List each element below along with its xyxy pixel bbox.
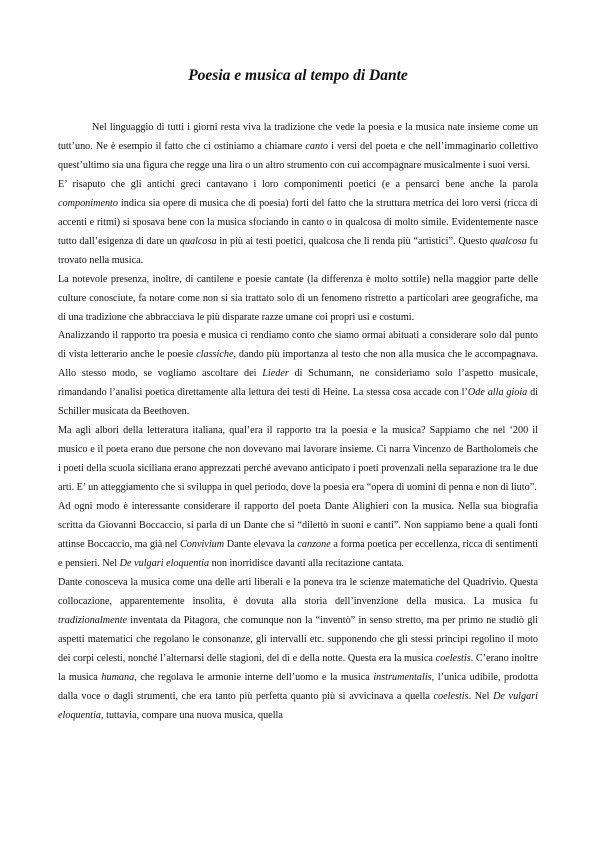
italic-text: instrumentalis <box>373 671 432 683</box>
text-run: indica sia opere di musica che di poesia) forti del fatto che la struttura metrica dei loro versi (ricca di accenti e ritmi) si sposava bene con la musica sfociando in canto o in qualcosa di molto simile. Evidentemente nasce tutto dall’esigenza di dare un <box>58 197 538 247</box>
italic-text: qualcosa <box>489 235 527 247</box>
paragraph <box>58 498 538 574</box>
text-run: Ad ogni modo è interessante considerare il rapporto del poeta Dante Alighieri con la musica. Nella sua biografia scritta da Giovanni Boccaccio, si parla di un Dante che si “dilettò in suoni e canti”. Non sappiamo bene a quali fonti attinse Boccaccio, ma già nel <box>58 501 538 550</box>
text-run: inventata da Pitagora, che comunque non la “inventò” in senso stretto, ma per primo ne studiò gli aspetti matematici che regolano le consonanze, gli intervalli etc. supponendo che gli stessi principi regolino il moto dei corpi celesti, nonché l’alternarsi delle stagioni, del dì e della notte. Questa era la musica <box>58 614 538 664</box>
italic-text: De vulgari eloquentia <box>58 690 538 721</box>
text-run: Analizzando il rapporto tra poesia e musica ci rendiamo conto che siamo ormai abituati a considerare solo dal punto di vista letterario anche le poesie <box>58 330 538 361</box>
paragraph <box>58 327 538 422</box>
text-run: di Schumann, ne consideriamo solo l’aspetto musicale, rimandando l’analisi poetica direttamente alla lettura dei testi di Heine. La stessa cosa accade con l’ <box>58 368 538 399</box>
italic-text: Lieder <box>262 368 289 380</box>
text-run: a forma poetica per eccellenza, ricca di sentimenti e pensieri. Nel <box>58 538 538 569</box>
italic-text: coelestis <box>435 652 471 664</box>
text-run: E’ risaputo che gli antichi greci cantavano i loro componimenti poetici (e a pensarci bene anche la parola <box>58 178 538 190</box>
paragraph <box>58 176 538 271</box>
italic-text: classiche <box>196 349 234 361</box>
italic-text: De vulgari eloquentia <box>119 557 210 569</box>
italic-text: tradizionalmente <box>58 614 128 626</box>
text-run: fu trovato nella musica. <box>58 235 538 266</box>
text-run: di Schiller musicata da Beethoven. <box>58 387 538 418</box>
italic-text: Convivium <box>179 538 225 550</box>
paragraph <box>58 422 538 498</box>
text-run: i versi del poeta e che nell’immaginario collettivo quest’ultimo sia una figura che regge una lira o un altro strumento con cui accompagnare musicalmente i suoi versi. <box>58 140 538 171</box>
text-run: , tuttavia, compare una nuova musica, quella <box>101 709 283 721</box>
document-body <box>58 119 538 726</box>
italic-text: coelestis <box>433 690 469 702</box>
text-run: non inorridisce davanti alla recitazione cantata. <box>209 557 404 569</box>
italic-text: canzone <box>297 538 331 550</box>
italic-text: Ode alla gioia <box>467 387 528 399</box>
italic-text: canto <box>305 140 328 152</box>
paragraph <box>58 574 538 726</box>
text-run: , dando più importanza al testo che non alla musica che le accompagnava. Allo stesso modo, se vogliamo ascoltare dei <box>58 349 538 380</box>
text-run: Dante conosceva la musica come una delle arti liberali e la poneva tra le scienze matematiche del Quadrivio. Questa collocazione, apparentemente insolita, è dovuta alla storia dell’invenzione della musica. La musica fu <box>58 576 538 607</box>
italic-text: qualcosa <box>179 235 217 247</box>
text-run: . Nel <box>468 690 494 702</box>
text-run: Nel linguaggio di tutti i giorni resta viva la tradizione che vede la poesia e la musica nate insieme come un tutt’uno. Ne è esempio il fatto che ci ostiniamo a chiamare <box>58 122 538 152</box>
text-run: , l’unica udibile, prodotta dalla voce o dagli strumenti, che era tanto più perfetta quanto più si avvicinava a quella <box>58 671 539 702</box>
paragraph <box>58 271 538 328</box>
text-run: . C’erano inoltre la musica <box>58 652 538 683</box>
text-run: in più ai testi poetici, qualcosa che li renda più “artistici”. Questo <box>216 235 490 247</box>
text-run: , che regolava le armonie interne dell’uomo e la musica <box>134 671 374 683</box>
text-run: Ma agli albori della letteratura italiana, qual’era il rapporto tra la poesia e la musica? Sappiamo che nel ‘200 il musico e il poeta erano due persone che non dovevano mai lavorare insieme. Ci narra Vincenzo de Bartholomeis che i poeti della scuola siciliana erano apprezzati perché avevano anticipato i poeti provenzali nella separazione tra le due arti. E’ un atteggiamento che si sviluppa in quel periodo, dove la poesia era “opera di uomini di penna e non di liuto”. <box>58 425 538 494</box>
paragraph <box>58 119 538 176</box>
text-run: Dante elevava la <box>224 538 298 550</box>
text-run: La notevole presenza, inoltre, di cantilene e poesie cantate (la differenza è molto sottile) nella maggior parte delle culture conosciute, fa notare come non si sia trattato solo di un fenomeno ristretto a particolari aree geografiche, ma di una tradizione che abbracciava le più disparate razze umane coi propri usi e costumi. <box>58 273 538 323</box>
italic-text: humana <box>101 671 135 683</box>
document-title: Poesia e musica al tempo di Dante <box>188 67 408 84</box>
italic-text: componimento <box>58 197 118 209</box>
